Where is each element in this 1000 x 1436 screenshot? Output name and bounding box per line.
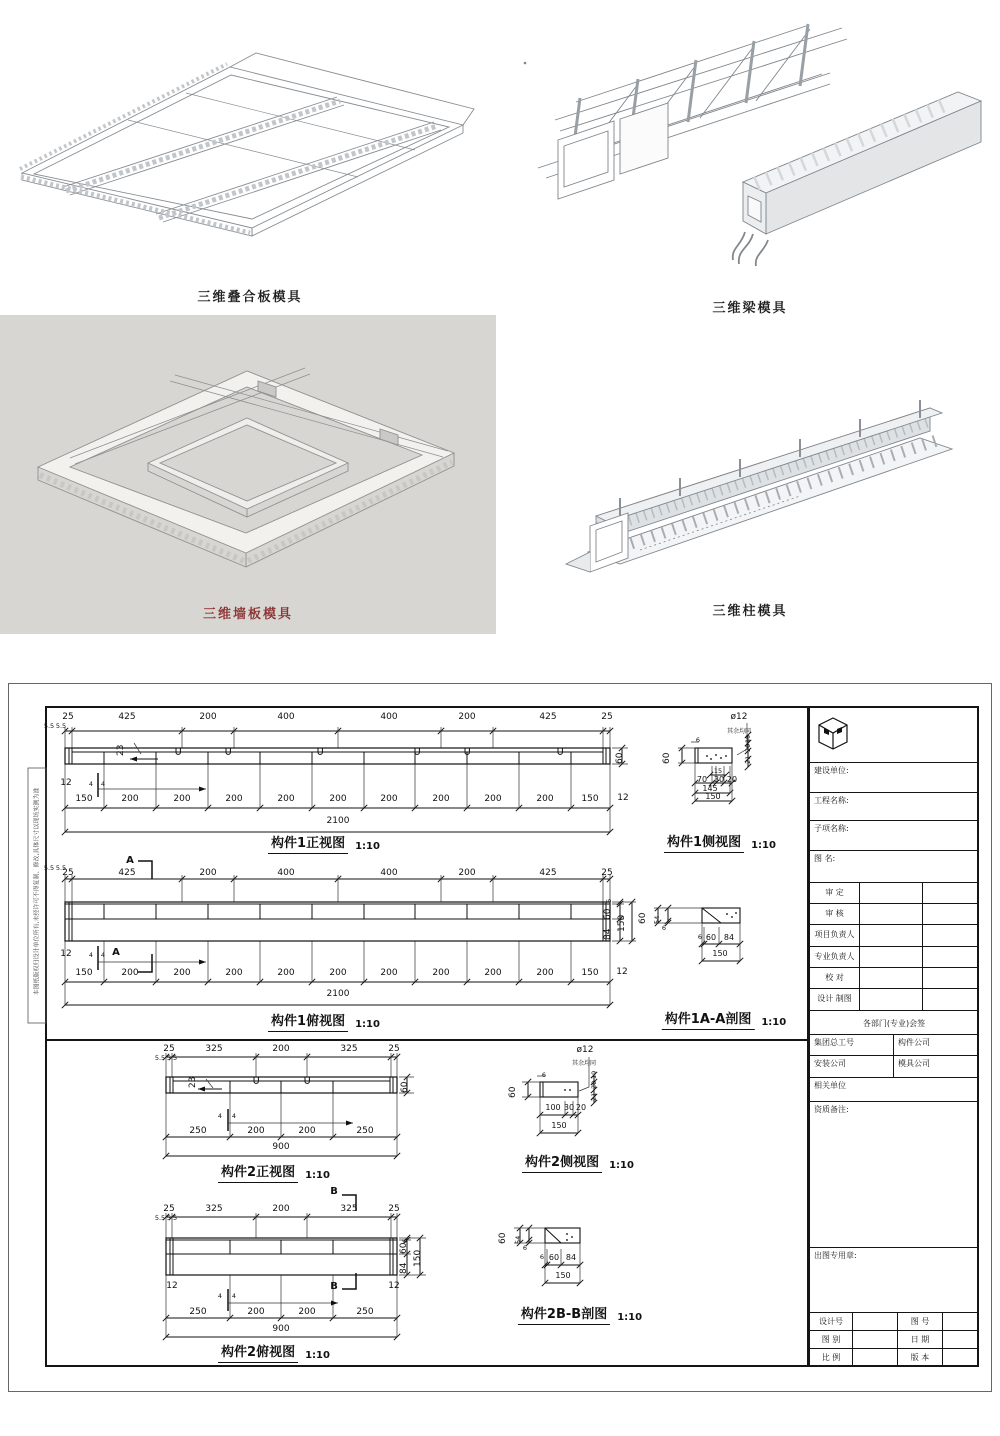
dim-label: 325 [340, 1204, 358, 1214]
dim-label: 23 [188, 1076, 198, 1088]
sig-blank [860, 925, 923, 946]
view-title: 构件2B-B剖图 1:10 [518, 1303, 642, 1325]
bottom-blank [853, 1349, 898, 1366]
dim-label: 5.5 [166, 1214, 178, 1222]
title-block [808, 707, 978, 1366]
bottom-row [810, 1331, 978, 1349]
column-mold-3d-image [500, 320, 1000, 640]
dim-label: 5.5 [43, 864, 55, 872]
dim-label: 21 [590, 1092, 598, 1101]
dim-label: 425 [118, 712, 136, 722]
dim-label: 60 [662, 752, 672, 764]
caption-slab-mold: 三维叠合板模具 [197, 290, 303, 305]
view-title: 构件1A-A剖图 1:10 [662, 1008, 786, 1030]
dim-label: 25 [601, 868, 613, 878]
dim-label: 150 [581, 794, 599, 804]
dim-label: 6 [539, 1253, 545, 1261]
dim-label: 200 [173, 968, 191, 978]
section-marker: B [330, 1281, 338, 1292]
slab-mold-3d-image [0, 0, 500, 315]
dim-label: 4 [231, 1112, 237, 1120]
dim-label: 4 [217, 1112, 223, 1120]
panel-column-mold [500, 320, 1000, 640]
dim-label: 60 [400, 1081, 410, 1093]
dim-label: 200 [121, 968, 139, 978]
dim-label: 6 [605, 898, 613, 903]
dim-label: 19 [744, 734, 752, 743]
company-row [810, 1035, 978, 1056]
dim-label: 54 [514, 1235, 522, 1244]
dim-label: 4 [100, 951, 106, 959]
sig-blank [860, 947, 923, 967]
dim-label: 21 [744, 755, 752, 764]
section-marker: B [330, 1186, 338, 1197]
sheet-side-note: 本图纸版权归设计单位所有,未经许可不得复制、修改,具体尺寸以现场实测为准 [33, 787, 41, 996]
sig-row [810, 989, 978, 1011]
dim-label: 150 [75, 794, 93, 804]
dim-label: 400 [277, 868, 295, 878]
dim-label: 200 [536, 968, 554, 978]
dim-label: 100 [545, 1103, 561, 1112]
dim-label: 84 [399, 1262, 409, 1274]
dim-label: 200 [432, 794, 450, 804]
dim-label: 325 [205, 1044, 223, 1054]
dim-label: ø12 [730, 712, 748, 722]
dim-label: 25 [388, 1044, 400, 1054]
dim-label: 200 [298, 1126, 316, 1136]
dim-label: 30 [713, 775, 725, 784]
dim-label: 54 [653, 915, 661, 924]
bottom-blank [853, 1331, 898, 1348]
dim-label: ø12 [576, 1045, 594, 1055]
company-cube-logo-icon [816, 715, 850, 753]
dim-label: 200 [277, 968, 295, 978]
dim-label: 6 [522, 1244, 528, 1252]
caption-wall-mold: 三维墙板模具 [202, 607, 293, 622]
dim-label: 150 [705, 792, 721, 801]
dim-label: 200 [272, 1204, 290, 1214]
dim-label: 200 [298, 1307, 316, 1317]
dim-label: 250 [189, 1126, 207, 1136]
dim-label: 250 [356, 1307, 374, 1317]
dim-label: 25 [62, 868, 74, 878]
dim-label: 5.5 [43, 722, 55, 730]
dim-label: 12 [617, 793, 629, 803]
sig-row [810, 968, 978, 989]
dim-label: 12 [60, 949, 72, 959]
company-label: 集团总工号 [810, 1035, 894, 1055]
dim-label: 23 [116, 744, 126, 756]
dim-label: 25 [388, 1204, 400, 1214]
dim-label: 84 [603, 928, 613, 940]
dim-label: 60 [603, 908, 613, 920]
dim-label: 30 [563, 1103, 575, 1112]
sig-label: 设计 制图 [810, 989, 860, 1010]
dim-label: 60 [705, 933, 717, 942]
dim-label: 19 [590, 1070, 598, 1079]
dim-label: 150 [551, 1121, 567, 1130]
dim-label: 200 [458, 868, 476, 878]
dim-label: 20 [726, 775, 738, 784]
bottom-label: 版 本 [898, 1349, 943, 1366]
dim-label: 6 [541, 1071, 547, 1079]
dim-label: 200 [247, 1126, 265, 1136]
dim-label: 25 [62, 712, 74, 722]
dim-label: 6 [661, 924, 667, 932]
drawing-sheet [8, 683, 992, 1392]
panel-slab-mold [0, 0, 500, 315]
dim-label: 20 [590, 1080, 598, 1089]
dim-label: 4 [88, 951, 94, 959]
dim-label: 12 [616, 967, 628, 977]
field-drawing-name: 图 名: [810, 851, 978, 883]
dim-label: 4 [217, 1292, 223, 1300]
dim-label: 200 [380, 794, 398, 804]
view-title: 构件2侧视图 1:10 [522, 1151, 634, 1173]
company-row [810, 1056, 978, 1078]
panel-wall-mold [0, 315, 496, 634]
dim-label: 60 [508, 1086, 518, 1098]
dim-label: 60 [638, 912, 648, 924]
sig-label: 项目负责人 [810, 925, 860, 946]
sig-blank [860, 904, 923, 924]
dim-label: 150 [555, 1271, 571, 1280]
dim-label: 4 [88, 780, 94, 788]
dim-label: 2100 [326, 816, 350, 826]
dim-label: 15 [713, 767, 723, 775]
dim-label: 200 [272, 1044, 290, 1054]
dim-label: 200 [173, 794, 191, 804]
dim-label: 4 [231, 1292, 237, 1300]
dim-label: 200 [199, 868, 217, 878]
caption-beam-mold: 三维梁模具 [712, 301, 788, 316]
dim-label: 84 [723, 933, 735, 942]
bottom-blank [943, 1313, 978, 1330]
panel-beam-mold [500, 0, 1000, 315]
dim-label: 900 [272, 1324, 290, 1334]
dim-label: 12 [60, 778, 72, 788]
sign-off-row: 各部门(专业)会签 [810, 1011, 978, 1035]
sig-blank [923, 989, 978, 1010]
field-construction-unit: 建设单位: [810, 763, 978, 793]
caption-column-mold: 三维柱模具 [712, 604, 788, 619]
dim-label: 200 [247, 1307, 265, 1317]
dim-label: 12 [166, 1281, 178, 1291]
dim-label: 150 [712, 949, 728, 958]
dim-label: 5.5 [154, 1214, 166, 1222]
sig-blank [923, 883, 978, 903]
sig-blank [860, 989, 923, 1010]
dim-label: 5.5 [166, 1054, 178, 1062]
view-title: 构件1侧视图 1:10 [664, 831, 776, 853]
dim-label: 5.5 [154, 1054, 166, 1062]
dim-label: 20 [575, 1103, 587, 1112]
dim-label: 325 [340, 1044, 358, 1054]
sig-row [810, 947, 978, 968]
field-stamp: 出图专用章: [810, 1248, 978, 1313]
company-label: 构件公司 [898, 1038, 930, 1047]
dim-label: 325 [205, 1204, 223, 1214]
bottom-blank [853, 1313, 898, 1330]
sig-label: 专业负责人 [810, 947, 860, 967]
sig-blank [923, 968, 978, 988]
field-subitem-name: 子项名称: [810, 821, 978, 851]
dim-label: 200 [225, 794, 243, 804]
dim-label: 25 [163, 1204, 175, 1214]
dim-label: 200 [329, 968, 347, 978]
view-title: 构件1俯视图 1:10 [268, 1010, 380, 1032]
dim-note: 其余均同 [571, 1060, 597, 1067]
dim-label: 2100 [326, 989, 350, 999]
bottom-label: 图 号 [898, 1313, 943, 1330]
dim-label: 200 [458, 712, 476, 722]
dim-note: 其余均同 [726, 728, 752, 735]
field-project-name: 工程名称: [810, 793, 978, 821]
dim-label: 200 [484, 968, 502, 978]
section-marker: A [112, 947, 120, 958]
speck [524, 62, 527, 65]
dim-label: 60 [498, 1232, 508, 1244]
dim-label: 20 [744, 743, 752, 752]
dim-label: 70 [696, 775, 708, 784]
sig-row [810, 883, 978, 904]
dim-label: 60 [548, 1253, 560, 1262]
sig-row [810, 925, 978, 947]
dim-label: 150 [75, 968, 93, 978]
dim-label: 145 [702, 784, 718, 793]
bottom-blank [943, 1349, 978, 1366]
dim-label: 200 [329, 794, 347, 804]
dim-label: 84 [565, 1253, 577, 1262]
dim-label: 5.5 [55, 722, 67, 730]
bottom-label: 图 别 [810, 1331, 853, 1348]
wall-mold-3d-image [0, 315, 496, 634]
dim-label: 400 [277, 712, 295, 722]
section-marker: A [126, 855, 134, 866]
dim-label: 200 [225, 968, 243, 978]
company-label: 安装公司 [810, 1056, 894, 1077]
dim-label: 150 [413, 1249, 423, 1267]
beam-mold-3d-image [500, 0, 1000, 315]
dim-label: 425 [118, 868, 136, 878]
sig-blank [923, 947, 978, 967]
dim-label: 400 [380, 868, 398, 878]
dim-label: 400 [380, 712, 398, 722]
dim-label: 6 [695, 736, 701, 744]
dim-label: 5.5 [55, 864, 67, 872]
view-title: 构件1正视图 1:10 [268, 832, 380, 854]
dim-label: 25 [601, 712, 613, 722]
sig-blank [923, 925, 978, 946]
company-label: 模具公司 [898, 1059, 930, 1068]
bottom-row [810, 1349, 978, 1366]
dim-label: 250 [356, 1126, 374, 1136]
view-title: 构件2俯视图 1:10 [218, 1341, 330, 1363]
dim-label: 6 [697, 933, 703, 941]
logo-cell [810, 707, 978, 763]
dim-label: 150 [581, 968, 599, 978]
dim-label: 200 [121, 794, 139, 804]
bottom-blank [943, 1331, 978, 1348]
dim-label: 200 [277, 794, 295, 804]
sig-label: 审 定 [810, 883, 860, 903]
dim-label: 200 [484, 794, 502, 804]
dim-label: 200 [432, 968, 450, 978]
sig-blank [860, 968, 923, 988]
sig-label: 审 核 [810, 904, 860, 924]
field-remarks: 资质备注: [810, 1102, 978, 1248]
dim-label: 200 [199, 712, 217, 722]
sig-blank [923, 904, 978, 924]
dim-label: 250 [189, 1307, 207, 1317]
dim-label: 425 [539, 712, 557, 722]
dim-label: 25 [163, 1044, 175, 1054]
dim-label: 4 [100, 780, 106, 788]
bottom-label: 比 例 [810, 1349, 853, 1366]
dim-label: 425 [539, 868, 557, 878]
sig-row [810, 904, 978, 925]
field-related-unit: 相关单位 [810, 1078, 978, 1102]
dim-label: 60 [615, 752, 625, 764]
dim-label: 200 [536, 794, 554, 804]
sig-label: 校 对 [810, 968, 860, 988]
view-title: 构件2正视图 1:10 [218, 1161, 330, 1183]
dim-label: 900 [272, 1142, 290, 1152]
bottom-label: 日 期 [898, 1331, 943, 1348]
dim-label: 12 [388, 1281, 400, 1291]
dim-label: 60 [399, 1242, 409, 1254]
bottom-row [810, 1313, 978, 1331]
sig-blank [860, 883, 923, 903]
dim-label: 6 [401, 1238, 409, 1243]
dim-label: 150 [617, 914, 627, 932]
dim-label: 200 [380, 968, 398, 978]
bottom-label: 设计号 [810, 1313, 853, 1330]
